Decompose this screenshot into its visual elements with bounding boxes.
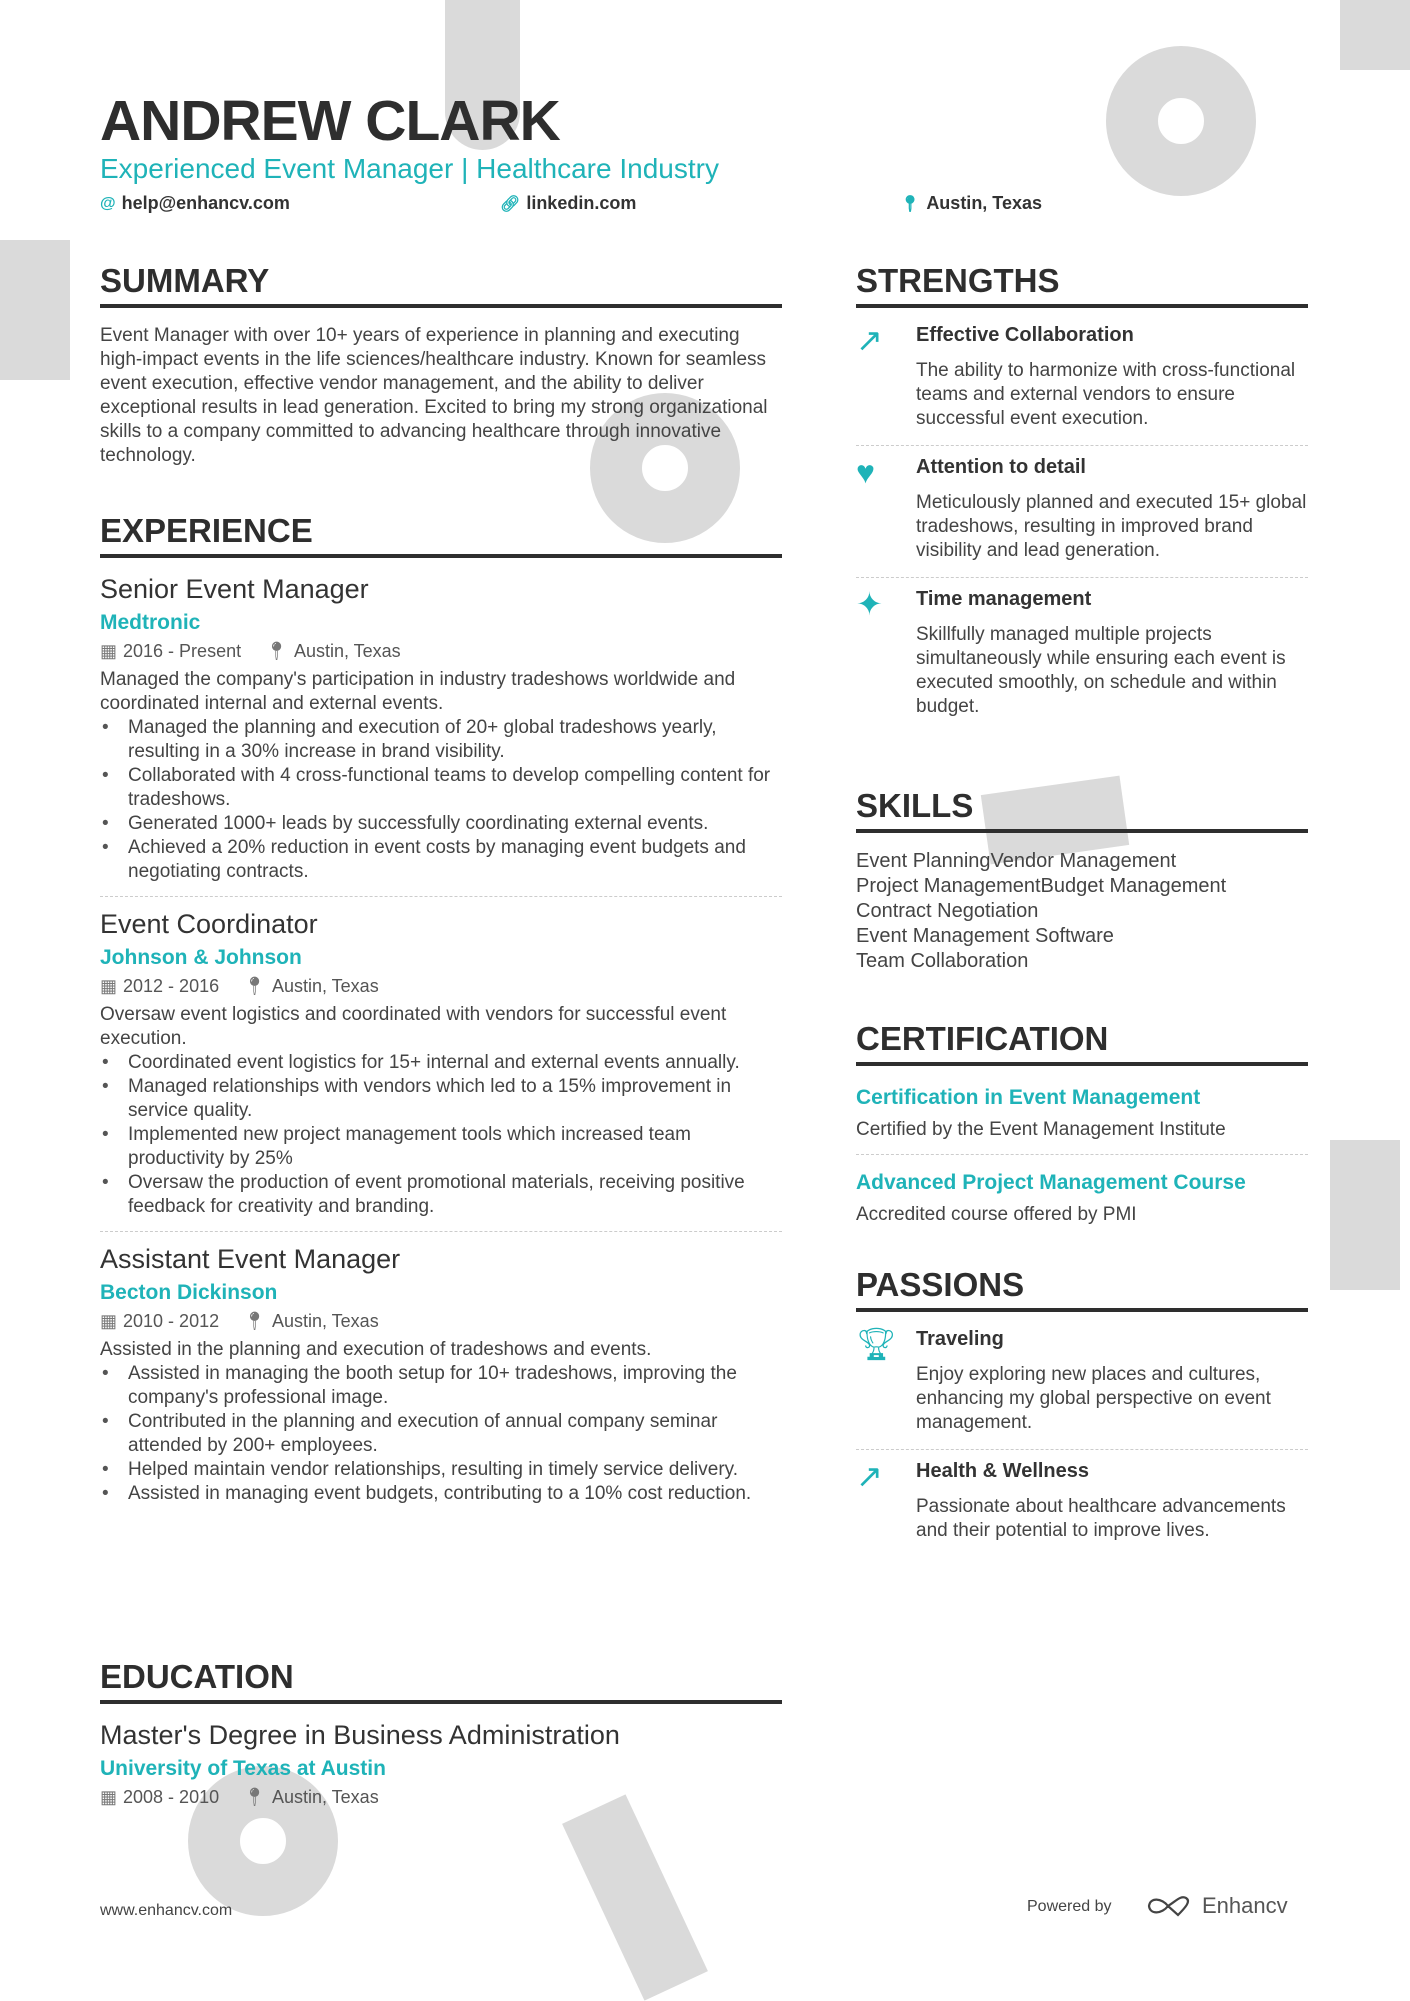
location-text: Austin, Texas: [926, 193, 1043, 213]
contact-link[interactable]: [500, 193, 636, 214]
strength-item: [856, 578, 1308, 733]
skill-line: Contract Negotiation: [856, 900, 1039, 922]
decor-shape: [562, 1794, 708, 2000]
job-description: Managed the company's participation in industry tradeshows worldwide and coordinated internal and external events.: [100, 669, 736, 714]
location: Austin, Texas: [271, 1787, 379, 1807]
certification-title: Certification in Event Management: [856, 1086, 1201, 1109]
collaboration-icon: ↗: [856, 322, 883, 358]
passions-section: [856, 1266, 1308, 1557]
skill-line: Team Collaboration: [856, 950, 1029, 972]
infinity-heart-icon: [1146, 1895, 1192, 1917]
job-bullet: • Achieved a 20% reduction in event costs by managing event budgets and negotiating contracts.: [100, 836, 782, 884]
dates: 2012 - 2016: [123, 976, 220, 996]
skill-line: Project ManagementBudget Management: [856, 875, 1227, 897]
strength-item: [856, 314, 1308, 446]
decor-ring: [1106, 46, 1256, 196]
job-bullet: • Assisted in managing the booth setup for 10+ tradeshows, improving the company's professional image.: [100, 1362, 782, 1410]
passion-item: [856, 1318, 1308, 1450]
calendar-icon: ▦: [100, 1787, 118, 1807]
location-pin-icon: 📍︎: [243, 1787, 266, 1807]
location-pin-icon: 📍︎: [265, 641, 288, 661]
section-heading: SUMMARY: [100, 262, 782, 308]
certification-item: [856, 1082, 1308, 1155]
job-bullet: • Helped maintain vendor relationships, resulting in timely service delivery.: [100, 1458, 782, 1482]
strength-text: The ability to harmonize with cross-functional teams and external vendors to ensure successful event execution.: [916, 360, 1296, 429]
calendar-icon: ▦: [100, 1311, 118, 1331]
skills-section: [856, 787, 1308, 974]
footer-website[interactable]: www.enhancv.com: [100, 1902, 233, 1919]
job-bullet: • Oversaw the production of event promotional materials, receiving positive feedback for creativity and branding.: [100, 1171, 782, 1219]
section-heading: EXPERIENCE: [100, 512, 782, 558]
location-pin-icon: 📍︎: [243, 976, 266, 996]
skill-line: Event Management Software: [856, 925, 1114, 947]
location-pin-icon: 📍︎: [243, 1311, 266, 1331]
candidate-name: ANDREW CLARK: [100, 89, 560, 153]
job-description: Assisted in the planning and execution of tradeshows and events.: [100, 1339, 652, 1360]
education-section: [100, 1658, 782, 1814]
job-bullet: • Assisted in managing event budgets, contributing to a 10% cost reduction.: [100, 1482, 782, 1506]
decor-shape: [0, 240, 70, 380]
job-description: Oversaw event logistics and coordinated with vendors for successful event execution.: [100, 1004, 727, 1049]
summary-text: Event Manager with over 10+ years of experience in planning and executing high-impact events in the life sciences/healthcare industry. Known for seamless event execution, effective vendor management, and the ability to deliver exceptional results in lead generation. Excited to bring my strong organizational skills to a company committed to advancing healthcare through innovative technology.: [100, 325, 768, 466]
passion-title: Health & Wellness: [916, 1460, 1090, 1482]
job-bullet: • Coordinated event logistics for 15+ internal and external events annually.: [100, 1051, 782, 1075]
company-name: Johnson & Johnson: [100, 946, 302, 969]
job-title: Event Coordinator: [100, 909, 318, 939]
job-bullet: • Collaborated with 4 cross-functional teams to develop compelling content for tradeshows.: [100, 764, 782, 812]
certification-title: Advanced Project Management Course: [856, 1171, 1246, 1194]
email-text: help@enhancv.com: [121, 193, 290, 213]
certification-section: [856, 1020, 1308, 1251]
certification-text: Certified by the Event Management Institute: [856, 1119, 1226, 1140]
collaboration-icon: ↗: [856, 1458, 883, 1494]
decor-shape: [1340, 0, 1410, 70]
skill-line: Event PlanningVendor Management: [856, 850, 1177, 872]
certification-item: [856, 1167, 1308, 1239]
strength-item: [856, 446, 1308, 578]
job-title: Senior Event Manager: [100, 574, 369, 604]
job-entry: [100, 574, 782, 897]
heart-icon: ♥: [856, 454, 875, 490]
enhancv-logo[interactable]: [1146, 1893, 1288, 1919]
decor-shape: [1330, 1140, 1400, 1290]
certification-text: Accredited course offered by PMI: [856, 1204, 1137, 1225]
magic-wand-icon: ✦: [856, 586, 883, 622]
passion-text: Passionate about healthcare advancements and their potential to improve lives.: [916, 1496, 1286, 1541]
footer-powered-by: Powered by: [1027, 1898, 1112, 1915]
job-bullet: • Managed relationships with vendors which led to a 15% improvement in service quality.: [100, 1075, 782, 1123]
location-pin-icon: 📍︎: [900, 195, 921, 213]
school: University of Texas at Austin: [100, 1757, 386, 1780]
job-title: Assistant Event Manager: [100, 1244, 401, 1274]
section-heading: CERTIFICATION: [856, 1020, 1308, 1066]
brand-name: Enhancv: [1202, 1893, 1288, 1918]
link-icon: 🔗︎: [500, 195, 521, 213]
strength-title: Time management: [916, 588, 1092, 610]
company-name: Medtronic: [100, 611, 201, 634]
strengths-section: [856, 262, 1308, 733]
dates: 2016 - Present: [123, 641, 242, 661]
location: Austin, Texas: [271, 1311, 379, 1331]
job-bullet: • Managed the planning and execution of 20+ global tradeshows yearly, resulting in a 30% increase in brand visibility.: [100, 716, 782, 764]
passion-item: [856, 1450, 1308, 1557]
dates: 2008 - 2010: [123, 1787, 220, 1807]
contact-email[interactable]: [100, 193, 290, 214]
strength-title: Attention to detail: [916, 456, 1086, 478]
dates: 2010 - 2012: [123, 1311, 220, 1331]
candidate-title: Experienced Event Manager | Healthcare Industry: [100, 153, 719, 184]
strength-text: Meticulously planned and executed 15+ global tradeshows, resulting in improved brand visibility and lead generation.: [916, 492, 1307, 561]
strength-text: Skillfully managed multiple projects simultaneously while ensuring each event is executed smoothly, on schedule and within budget.: [916, 624, 1286, 717]
job-entry: [100, 1244, 782, 1518]
job-bullet: • Implemented new project management tools which increased team productivity by 25%: [100, 1123, 782, 1171]
link-text: linkedin.com: [526, 193, 637, 213]
at-icon: @: [100, 194, 116, 212]
section-heading: STRENGTHS: [856, 262, 1308, 308]
job-entry: [100, 909, 782, 1232]
location: Austin, Texas: [271, 976, 379, 996]
summary-section: [100, 262, 782, 468]
passion-text: Enjoy exploring new places and cultures, enhancing my global perspective on event management.: [916, 1364, 1271, 1433]
trophy-icon: 🏆︎: [856, 1326, 897, 1362]
section-heading: PASSIONS: [856, 1266, 1308, 1312]
passion-title: Traveling: [916, 1328, 1004, 1350]
section-heading: EDUCATION: [100, 1658, 782, 1704]
calendar-icon: ▦: [100, 976, 118, 996]
job-bullet: • Generated 1000+ leads by successfully coordinating external events.: [100, 812, 782, 836]
contact-location: [900, 193, 1042, 214]
section-heading: SKILLS: [856, 787, 1308, 833]
strength-title: Effective Collaboration: [916, 324, 1134, 346]
job-bullet: • Contributed in the planning and execution of annual company seminar attended by 200+ employees.: [100, 1410, 782, 1458]
company-name: Becton Dickinson: [100, 1281, 278, 1304]
degree: Master's Degree in Business Administration: [100, 1720, 620, 1750]
calendar-icon: ▦: [100, 641, 118, 661]
experience-section: [100, 512, 782, 1530]
location: Austin, Texas: [293, 641, 401, 661]
